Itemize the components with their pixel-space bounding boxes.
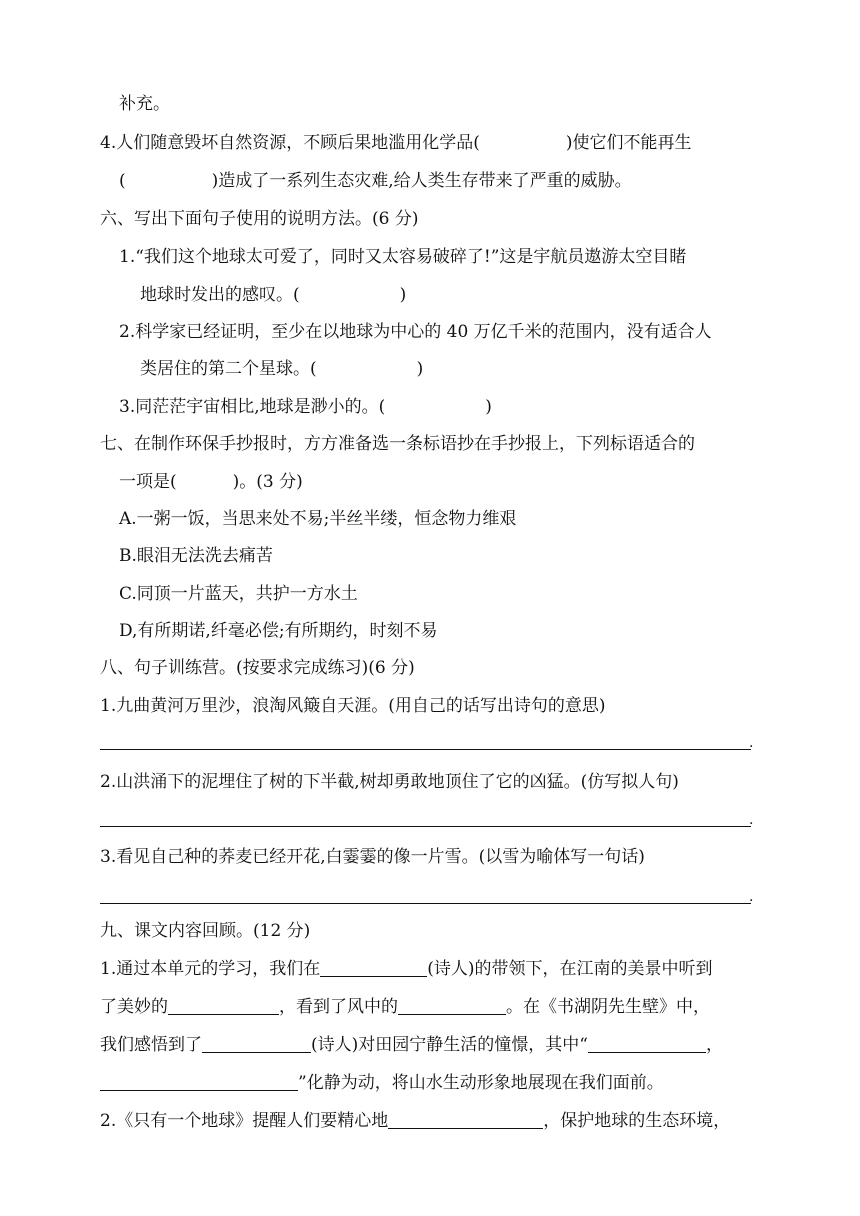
question-6-1-line-1: 1.“我们这个地球太可爱了，同时又太容易破碎了!”这是宇航员遨游太空目睹 — [119, 247, 687, 267]
question-text: 1.通过本单元的学习，我们在 — [100, 959, 321, 979]
question-text: ) — [416, 359, 424, 379]
question-text: ( — [119, 171, 126, 191]
end-mark: . — [749, 889, 754, 905]
option-a[interactable]: A.一粥一饭，当思来处不易;半丝半缕，恒念物力维艰 — [119, 509, 517, 529]
question-9-2 — [100, 1109, 730, 1133]
question-text: ) — [485, 397, 492, 417]
fill-blank[interactable] — [320, 957, 427, 977]
answer-line[interactable] — [100, 826, 751, 827]
question-text: ，看到了风中的 — [279, 997, 398, 1017]
question-text: 4.人们随意毁坏自然资源，不顾后果地滥用化学品( — [100, 133, 480, 153]
section-7-line-2 — [119, 470, 303, 494]
question-text: ， — [705, 1035, 723, 1055]
fill-blank[interactable] — [168, 995, 279, 1015]
question-text: 我们感悟到了 — [100, 1035, 202, 1055]
option-d[interactable]: D,有所期诺,纤毫必偿;有所期约，时刻不易 — [119, 621, 438, 641]
question-text: 3.同茫茫宇宙相比,地球是渺小的。( — [119, 397, 386, 417]
question-9-1-line-3 — [100, 1033, 723, 1057]
end-mark: . — [749, 735, 754, 751]
answer-line[interactable] — [100, 903, 751, 904]
continued-text: 补充。 — [119, 94, 170, 114]
question-9-1-line-1 — [100, 957, 713, 981]
question-text: ) — [399, 285, 407, 305]
question-text: 。在《书湖阴先生壁》中， — [506, 997, 710, 1017]
end-mark: . — [749, 812, 754, 828]
fill-blank[interactable] — [588, 1033, 706, 1053]
question-text: (诗人)的带领下，在江南的美景中听到 — [427, 959, 713, 979]
question-text: 地球时发出的感叹。( — [140, 285, 300, 305]
question-6-2-line-2 — [140, 357, 423, 381]
question-text: 了美妙的 — [100, 997, 168, 1017]
question-text: )造成了一系列生态灾难,给人类生存带来了严重的威胁。 — [211, 171, 632, 191]
fill-blank[interactable] — [388, 1109, 543, 1129]
question-text: )。(3 分) — [232, 472, 303, 492]
answer-line[interactable] — [100, 749, 751, 750]
question-5-4-line-2 — [119, 169, 632, 193]
question-8-3: 3.看见自己种的荞麦已经开花,白霎霎的像一片雪。(以雪为喻体写一句话) — [100, 847, 645, 867]
question-text: 一项是( — [119, 472, 177, 492]
option-c[interactable]: C.同顶一片蓝天，共护一方水土 — [119, 584, 358, 604]
fill-blank[interactable] — [398, 995, 506, 1015]
question-5-4-line-1 — [100, 131, 692, 155]
question-text: (诗人)对田园宁静生活的憧憬，其中“ — [311, 1035, 588, 1055]
question-text: )使它们不能再生 — [565, 133, 692, 153]
question-8-1: 1.九曲黄河万里沙，浪淘风簸自天涯。(用自己的话写出诗句的意思) — [100, 696, 606, 716]
section-7-heading: 七、在制作环保手抄报时，方方准备选一条标语抄在手抄报上，下列标语适合的 — [100, 434, 695, 454]
question-text: ”化静为动，将山水生动形象地展现在我们面前。 — [298, 1073, 664, 1093]
section-9-heading: 九、课文内容回顾。(12 分) — [100, 921, 311, 941]
question-6-2-line-1: 2.科学家已经证明，至少在以地球为中心的 40 万亿千米的范围内，没有适合人 — [119, 322, 712, 342]
section-6-heading: 六、写出下面句子使用的说明方法。(6 分) — [100, 209, 419, 229]
section-8-heading: 八、句子训练营。(按要求完成练习)(6 分) — [100, 658, 415, 678]
question-8-2: 2.山洪涌下的泥埋住了树的下半截,树却勇敢地顶住了它的凶猛。(仿写拟人句) — [100, 772, 679, 792]
fill-blank[interactable] — [100, 1071, 298, 1091]
question-text: ，保护地球的生态环境， — [543, 1111, 731, 1131]
question-text: 类居住的第二个星球。( — [140, 359, 317, 379]
question-6-1-line-2 — [140, 283, 406, 307]
question-text: 2.《只有一个地球》提醒人们要精心地 — [100, 1111, 389, 1131]
question-9-1-line-2 — [100, 995, 710, 1019]
option-b[interactable]: B.眼泪无法洗去痛苦 — [119, 546, 273, 566]
question-9-1-line-4 — [100, 1071, 664, 1095]
question-6-3 — [119, 395, 492, 419]
fill-blank[interactable] — [202, 1033, 311, 1053]
